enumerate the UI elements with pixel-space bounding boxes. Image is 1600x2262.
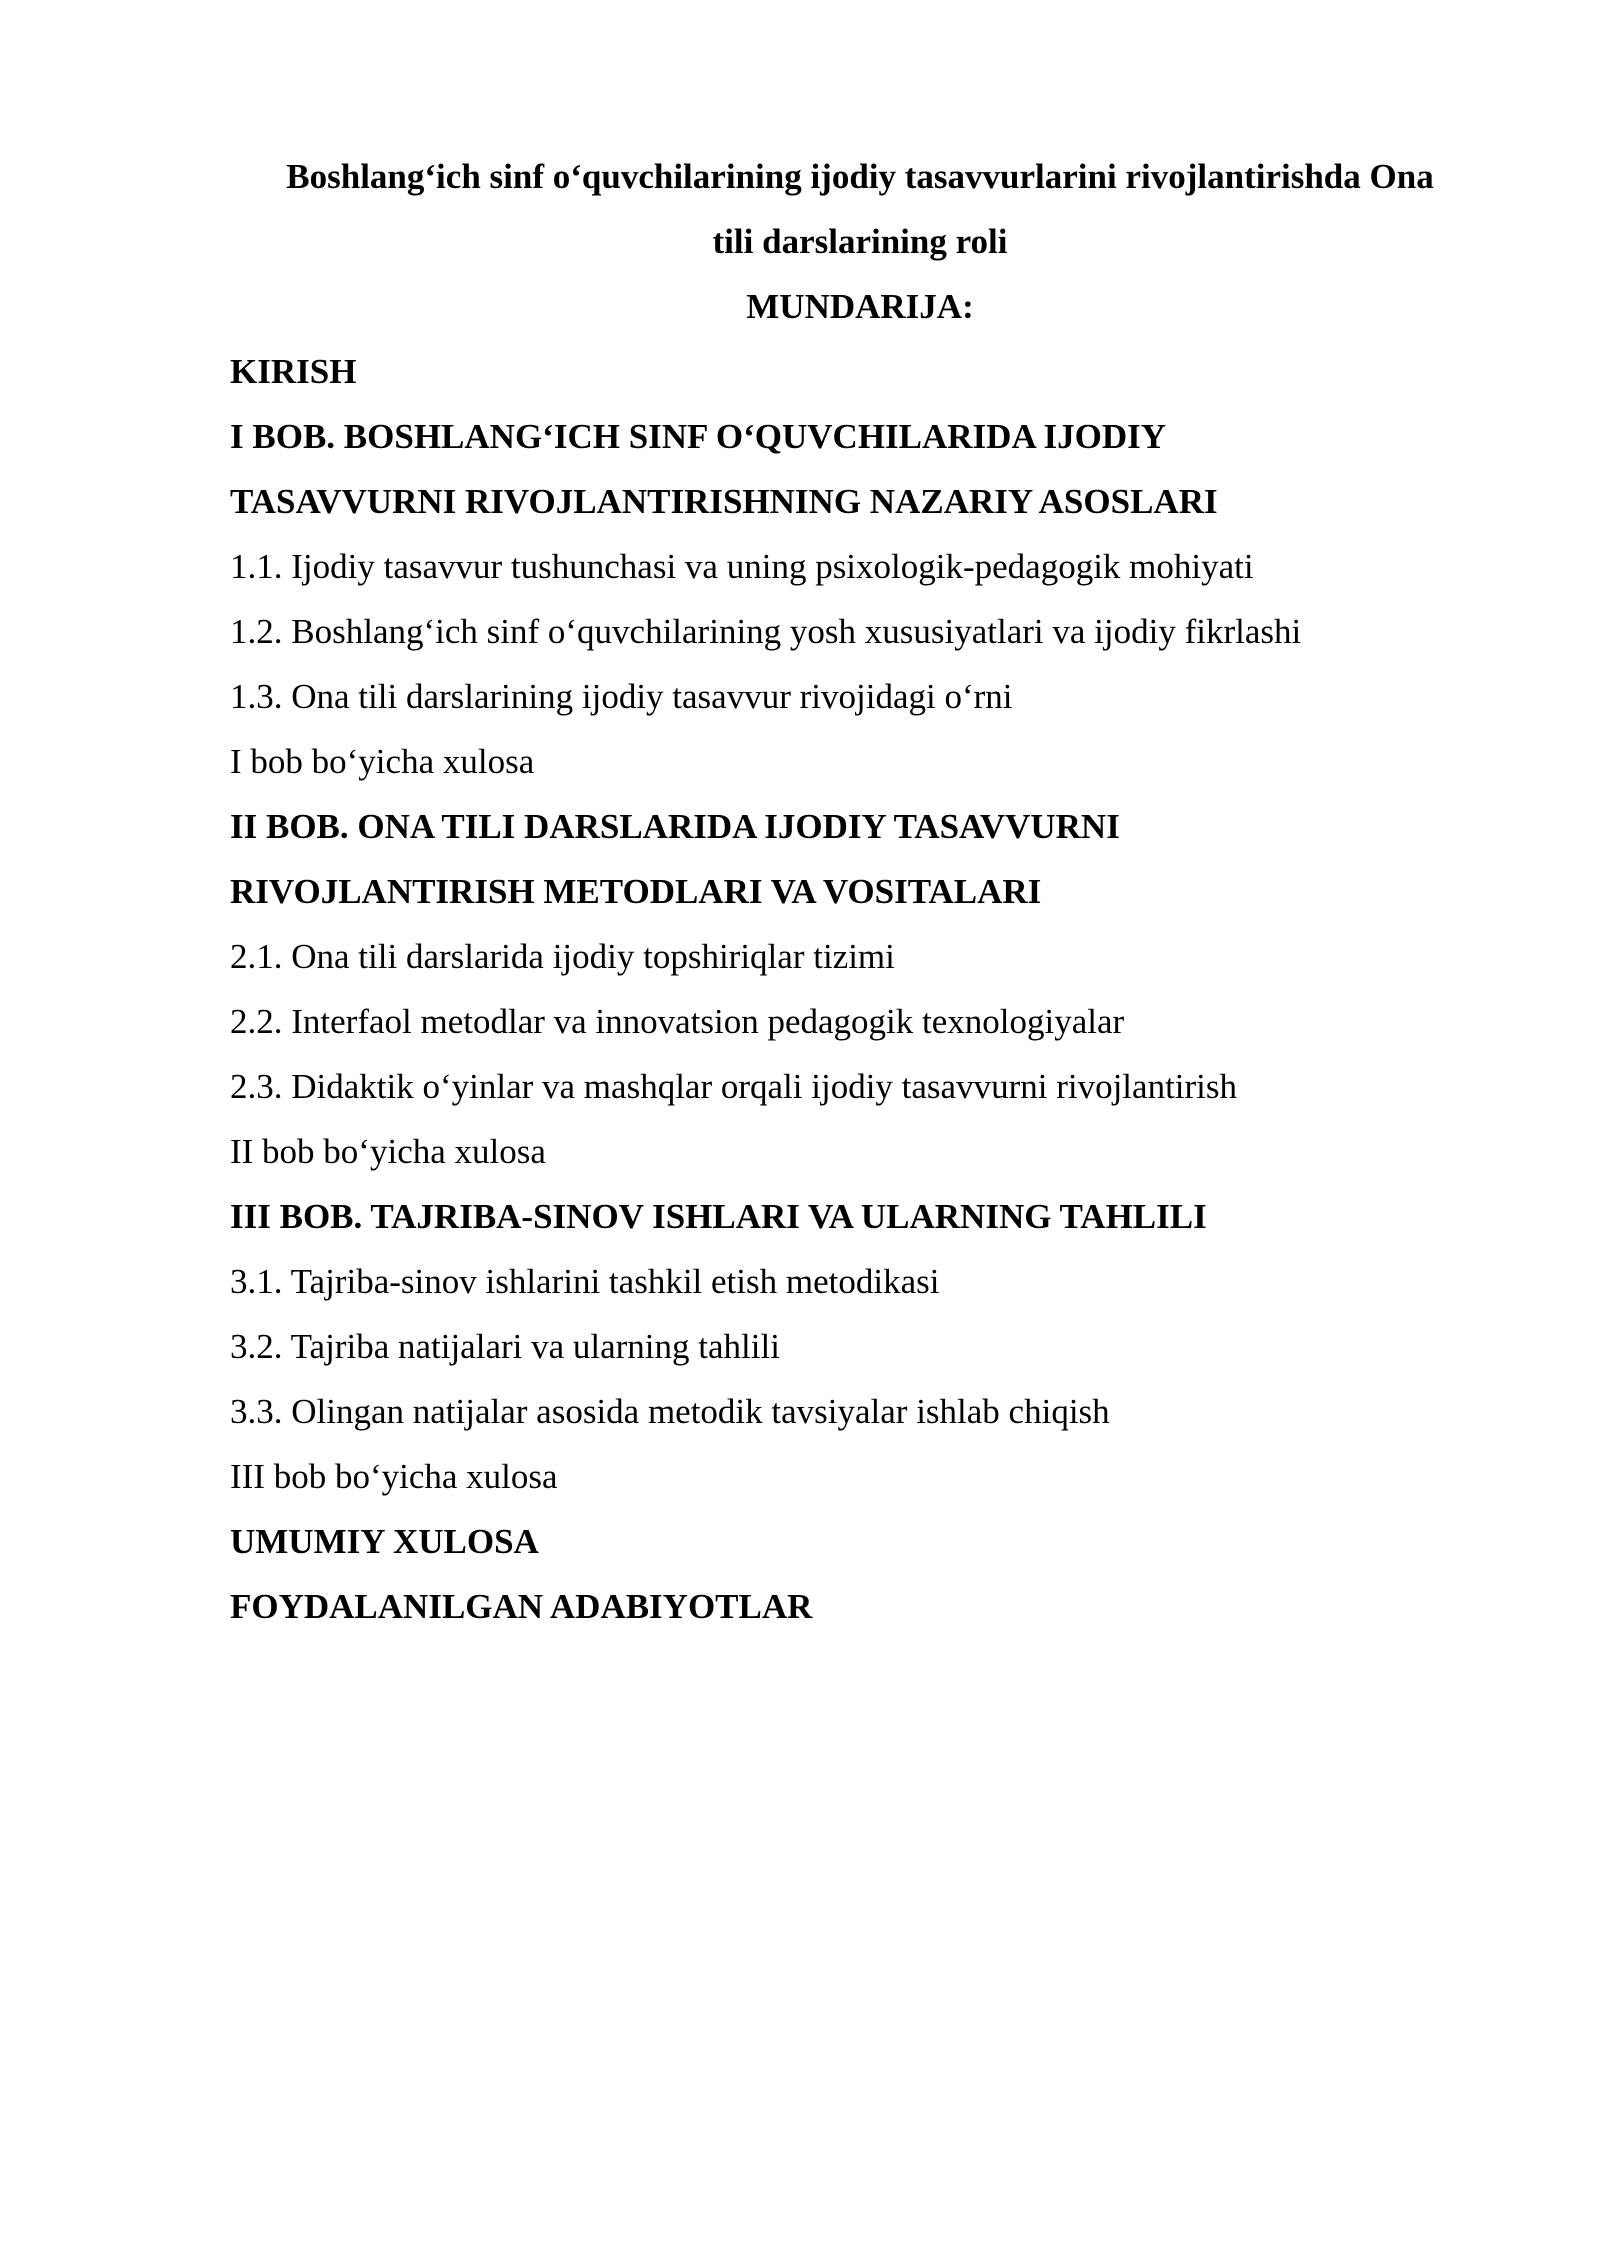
toc-entry: 1.1. Ijodiy tasavvur tushunchasi va uning psixologik-pedagogik mohiyati bbox=[230, 547, 1254, 586]
toc-entry: 2.3. Didaktik o‘yinlar va mashqlar orqali ijodiy tasavvurni rivojlantirish bbox=[230, 1067, 1238, 1106]
toc-entry: 1.2. Boshlang‘ich sinf o‘quvchilarining yosh xususiyatlari va ijodiy fikrlashi bbox=[230, 612, 1302, 651]
toc-entry: KIRISH bbox=[230, 352, 357, 391]
toc-entry: 3.2. Tajriba natijalari va ularning tahlili bbox=[230, 1327, 780, 1366]
toc-entry: UMUMIY XULOSA bbox=[230, 1522, 539, 1561]
toc-entry: 2.2. Interfaol metodlar va innovatsion pedagogik texnologiyalar bbox=[230, 1002, 1125, 1041]
toc-entry: 1.3. Ona tili darslarining ijodiy tasavvur rivojidagi o‘rni bbox=[230, 677, 1013, 716]
toc-entry: TASAVVURNI RIVOJLANTIRISHNING NAZARIY ASOSLARI bbox=[230, 482, 1218, 521]
toc-entry: II BOB. ONA TILI DARSLARIDA IJODIY TASAVVURNI bbox=[230, 807, 1120, 846]
toc-entry: FOYDALANILGAN ADABIYOTLAR bbox=[230, 1587, 813, 1626]
toc-entry: III BOB. TAJRIBA-SINOV ISHLARI VA ULARNING TAHLILI bbox=[230, 1197, 1207, 1236]
toc-entry: I bob bo‘yicha xulosa bbox=[230, 742, 535, 781]
toc-entry: RIVOJLANTIRISH METODLARI VA VOSITALARI bbox=[230, 872, 1042, 911]
toc-entry: II bob bo‘yicha xulosa bbox=[230, 1132, 546, 1171]
toc-entry: III bob bo‘yicha xulosa bbox=[230, 1457, 558, 1496]
toc-entry: I BOB. BOSHLANG‘ICH SINF O‘QUVCHILARIDA IJODIY bbox=[230, 417, 1167, 456]
toc-entry: 3.1. Tajriba-sinov ishlarini tashkil etish metodikasi bbox=[230, 1262, 940, 1301]
document-title-line-1: Boshlang‘ich sinf o‘quvchilarining ijodiy tasavvurlarini rivojlantirishda Ona bbox=[286, 157, 1434, 196]
table-of-contents bbox=[230, 339, 1490, 1639]
document-title-line-2: tili darslarining roli bbox=[712, 222, 1008, 261]
toc-heading: MUNDARIJA: bbox=[746, 287, 974, 326]
toc-entry: 2.1. Ona tili darslarida ijodiy topshiriqlar tizimi bbox=[230, 937, 895, 976]
toc-entry: 3.3. Olingan natijalar asosida metodik tavsiyalar ishlab chiqish bbox=[230, 1392, 1110, 1431]
